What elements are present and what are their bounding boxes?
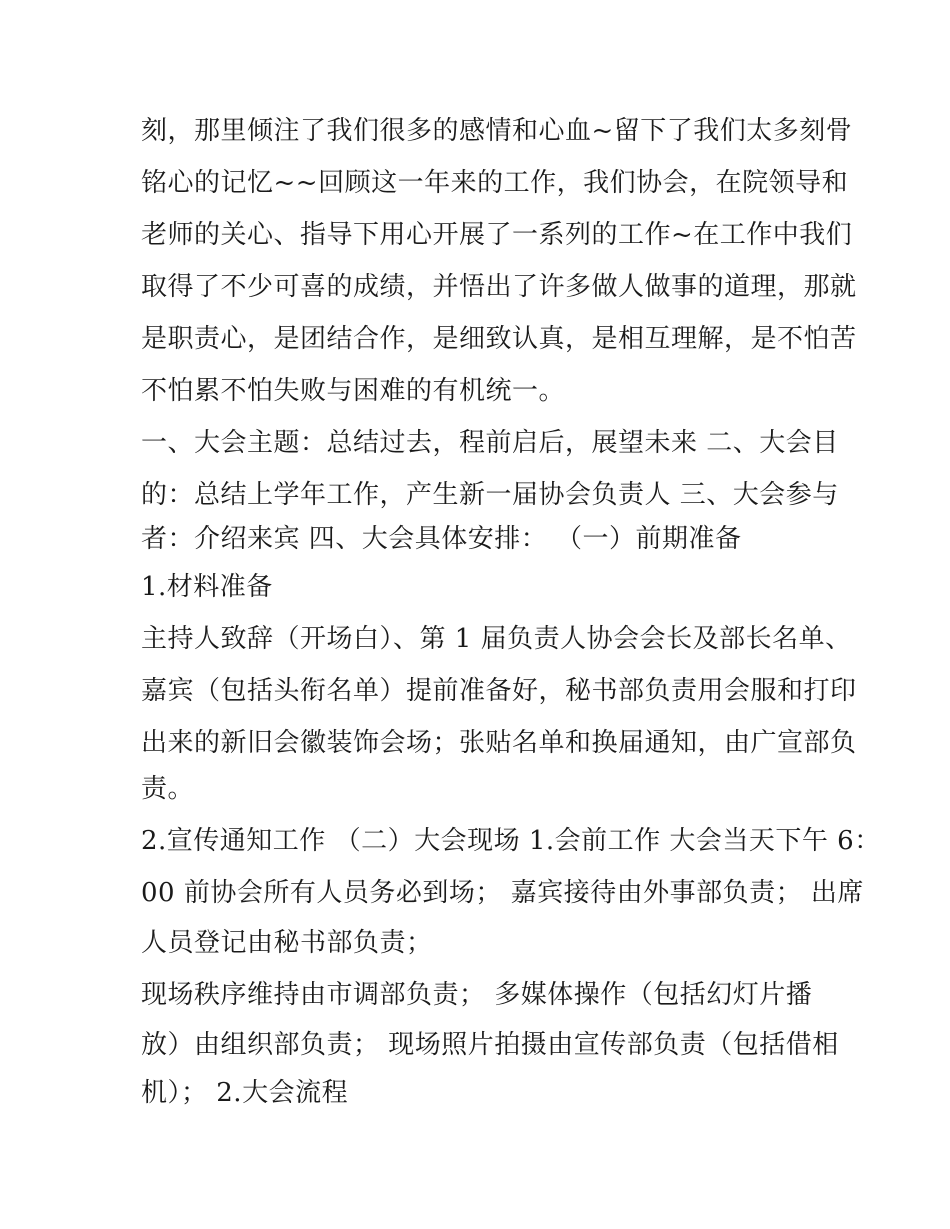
- text-line-9: 者：介绍来宾 四、大会具体安排： （一）前期准备: [141, 524, 742, 554]
- text-line-2: 铭心的记忆~~回顾这一年来的工作，我们协会，在院领导和: [141, 168, 849, 198]
- text-line-17: 人员登记由秘书部负责；: [141, 928, 433, 958]
- text-line-14: 责。: [141, 774, 195, 804]
- text-line-3: 老师的关心、指导下用心开展了一系列的工作~在工作中我们: [141, 220, 853, 250]
- text-line-18: 现场秩序维持由市调部负责； 多媒体操作（包括幻灯片播: [141, 980, 813, 1010]
- text-line-15: 2.宣传通知工作 （二）大会现场 1.会前工作 大会当天下午 6：: [141, 826, 881, 856]
- text-line-19: 放）由组织部负责； 现场照片拍摄由宣传部负责（包括借相: [141, 1030, 839, 1060]
- text-line-5: 是职责心，是团结合作，是细致认真，是相互理解，是不怕苦: [141, 324, 857, 354]
- text-line-1: 刻，那里倾注了我们很多的感情和心血~留下了我们太多刻骨: [141, 116, 853, 146]
- text-line-16: 00 前协会所有人员务必到场； 嘉宾接待由外事部负责； 出席: [141, 878, 864, 908]
- text-line-7: 一、大会主题：总结过去，程前启后，展望未来 二、大会目: [141, 428, 839, 458]
- text-line-13: 出来的新旧会徽装饰会场；张贴名单和换届通知，由广宣部负: [141, 728, 857, 758]
- text-line-8: 的：总结上学年工作，产生新一届协会负责人 三、大会参与: [141, 480, 839, 510]
- text-line-4: 取得了不少可喜的成绩，并悟出了许多做人做事的道理，那就: [141, 272, 857, 302]
- text-line-12: 嘉宾（包括头衔名单）提前准备好，秘书部负责用会服和打印: [141, 676, 857, 706]
- text-line-10: 1.材料准备: [141, 572, 273, 602]
- text-line-6: 不怕累不怕失败与困难的有机统一。: [141, 376, 566, 406]
- text-line-20: 机）； 2.大会流程: [141, 1078, 349, 1108]
- text-line-11: 主持人致辞（开场白）、第 1 届负责人协会会长及部长名单、: [141, 624, 852, 654]
